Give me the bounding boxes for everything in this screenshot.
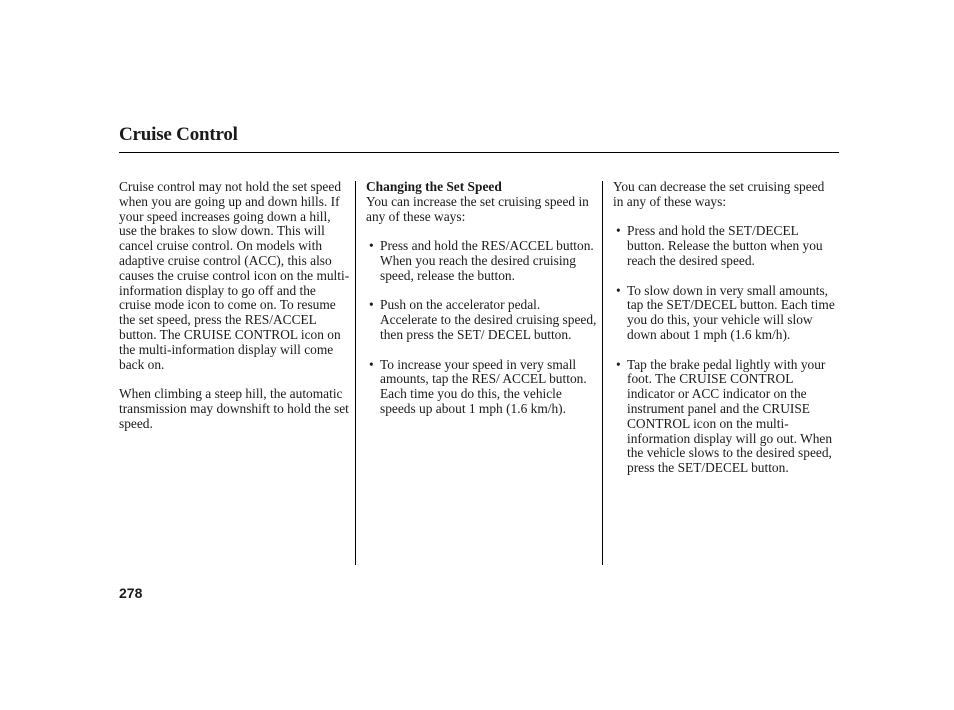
paragraph-gap <box>366 284 598 299</box>
cruise-hold-paragraph: Cruise control may not hold the set speed when you are going up and down hills. If your speed increases going down a hill, use the brakes to slow down. This will cancel cruise control. On models with adaptive cruise control (ACC), this also causes the cruise control icon on the multi-information display to go off and the cruise mode icon to come on. To resume the set speed, press the RES/ACCEL button. The CRUISE CONTROL icon on the multi-information display will come back on. <box>119 179 350 372</box>
bullet-icon: • <box>616 223 621 239</box>
paragraph-gap <box>119 372 351 387</box>
list-item <box>366 298 598 342</box>
column-middle <box>366 180 598 417</box>
title-rule <box>119 152 839 153</box>
bullet-icon: • <box>369 356 374 372</box>
steep-hill-paragraph: When climbing a steep hill, the automatic transmission may downshift to hold the set speed. <box>119 386 349 431</box>
bullet-icon: • <box>369 238 374 254</box>
list-item <box>366 239 598 283</box>
list-item <box>613 224 835 268</box>
increase-intro: You can increase the set cruising speed in any of these ways: <box>366 193 589 224</box>
paragraph-gap <box>613 269 835 284</box>
bullet-icon: • <box>616 282 621 298</box>
page-title: Cruise Control <box>119 124 238 145</box>
list-item-text: Press and hold the SET/DECEL button. Release the button when you reach the desired speed. <box>627 223 823 268</box>
list-item-text: Press and hold the RES/ACCEL button. When you reach the desired cruising speed, release the button. <box>380 238 594 283</box>
column-right <box>613 180 835 476</box>
paragraph-gap <box>613 343 835 358</box>
list-item-text: To increase your speed in very small amounts, tap the RES/ ACCEL button. Each time you do this, the vehicle speeds up about 1 mph (1.6 km/h). <box>380 356 587 416</box>
paragraph-gap <box>366 343 598 358</box>
page-number: 278 <box>119 585 143 601</box>
list-item-text: To slow down in very small amounts, tap the SET/DECEL button. Each time you do this, your vehicle will slow down about 1 mph (1.6 km/h). <box>627 282 835 342</box>
paragraph-gap <box>366 224 598 239</box>
decrease-intro: You can decrease the set cruising speed in any of these ways: <box>613 179 825 209</box>
section-heading: Changing the Set Speed <box>366 179 502 194</box>
column-left <box>119 180 351 432</box>
list-item <box>613 358 835 476</box>
paragraph-gap <box>613 210 835 225</box>
column-divider <box>602 181 603 565</box>
list-item <box>366 358 598 417</box>
bullet-icon: • <box>369 297 374 313</box>
bullet-icon: • <box>616 356 621 372</box>
list-item-text: Tap the brake pedal lightly with your foot. The CRUISE CONTROL indicator or ACC indicator on the instrument panel and the CRUISE CONTROL icon on the multi-information display will go out. When the vehicle slows to the desired speed, press the SET/DECEL button. <box>627 356 833 476</box>
list-item <box>613 284 835 343</box>
column-divider <box>355 181 356 565</box>
list-item-text: Push on the accelerator pedal. Accelerate to the desired cruising speed, then press the SET/ DECEL button. <box>380 297 597 342</box>
